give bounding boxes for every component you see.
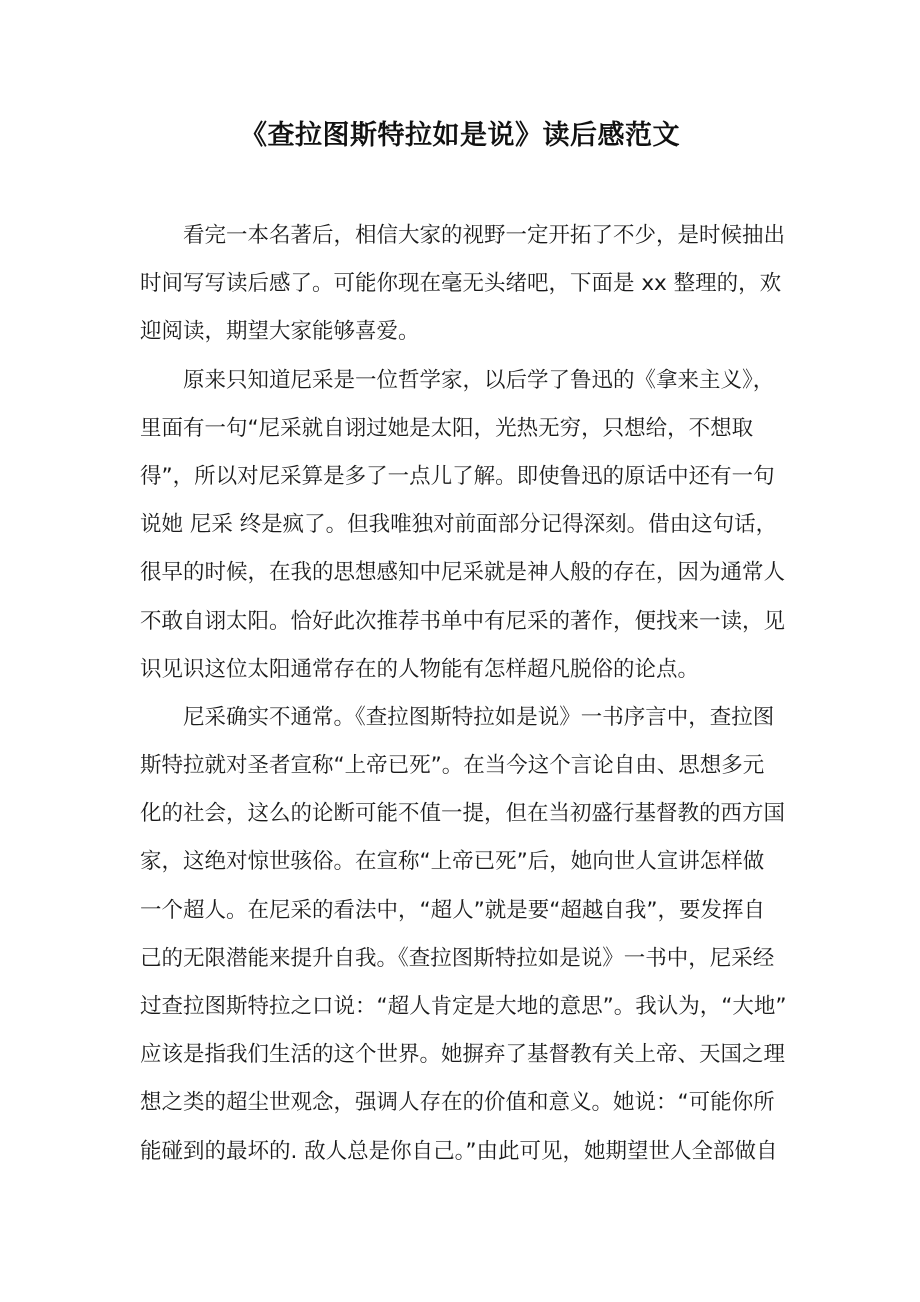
body-line: 能碰到的最坏的. 敌人总是你自己。”由此可见，她期望世人全部做自 — [140, 1138, 778, 1164]
body-line: 很早的时候，在我的思想感知中尼采就是神人般的存在，因为通常人 — [140, 560, 786, 586]
body-line: 迎阅读，期望大家能够喜爱。 — [140, 319, 420, 345]
body-line: 想之类的超尘世观念，强调人存在的价值和意义。她说：“可能你所 — [140, 1090, 775, 1116]
body-line: 说她 尼采 终是疯了。但我唯独对前面部分记得深刻。借由这句话， — [140, 512, 778, 538]
body-line: 看完一本名著后，相信大家的视野一定开拓了不少，是时候抽出 — [183, 223, 786, 248]
body-line: 己的无限潜能来提升自我。《查拉图斯特拉如是说》一书中，尼采经 — [140, 945, 775, 971]
body-line: 家，这绝对惊世骇俗。在宣称“上帝已死”后，她向世人宣讲怎样做 — [140, 849, 765, 875]
body-line: 识见识这位太阳通常存在的人物能有怎样超凡脱俗的论点。 — [140, 656, 700, 682]
body-line: 一个超人。在尼采的看法中，“超人”就是要“超越自我”，要发挥自 — [140, 897, 766, 923]
body-line: 过查拉图斯特拉之口说：“超人肯定是大地的意思”。我认为，“大地” — [140, 994, 787, 1019]
body-line: 时间写写读后感了。可能你现在毫无头绪吧，下面是 xx 整理的，欢 — [140, 271, 782, 297]
document-title: 《查拉图斯特拉如是说》读后感范文 — [240, 120, 680, 151]
body-line: 化的社会，这么的论断可能不值一提，但在当初盛行基督教的西方国 — [140, 801, 786, 827]
document-body — [140, 212, 796, 1176]
body-line: 得”，所以对尼采算是多了一点儿了解。即使鲁迅的原话中还有一句 — [140, 463, 775, 489]
body-line: 尼采确实不通常。《查拉图斯特拉如是说》一书序言中，查拉图 — [183, 704, 775, 730]
body-line: 斯特拉就对圣者宣称“上帝已死”。在当今这个言论自由、思想多元 — [140, 753, 765, 779]
body-line: 不敢自诩太阳。恰好此次推荐书单中有尼采的著作，便找来一读，见 — [140, 608, 786, 634]
body-line: 原来只知道尼采是一位哲学家，以后学了鲁迅的《拿来主义》， — [183, 367, 775, 393]
body-line: 里面有一句“尼采就自诩过她是太阳，光热无穷，只想给，不想取 — [140, 415, 754, 441]
body-line: 应该是指我们生活的这个世界。她摒弃了基督教有关上帝、天国之理 — [140, 1042, 786, 1068]
